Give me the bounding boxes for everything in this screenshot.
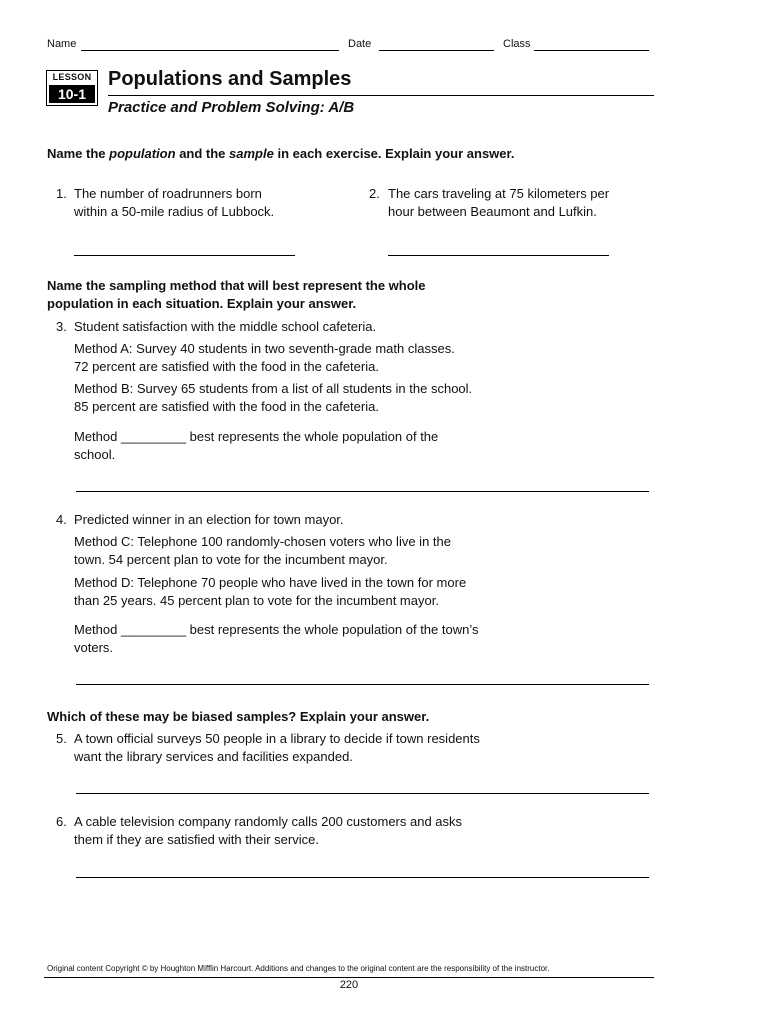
footer-divider [44, 977, 654, 978]
q1-text: The number of roadrunners born within a 50-mile radius of Lubbock. [74, 186, 275, 219]
class-label: Class [503, 38, 531, 50]
q3-answer-prompt: Method _________ best represents the whole population of the school. [74, 429, 439, 462]
name-label: Name [47, 38, 77, 50]
lesson-badge [46, 70, 98, 106]
q2-answer-line[interactable] [388, 255, 609, 256]
section1-instructions: Name the population and the sample in each exercise. Explain your answer. [47, 146, 515, 161]
q4-text: Predicted winner in an election for town mayor. [74, 512, 344, 527]
q2-number: 2. [369, 186, 380, 201]
page-number: 220 [339, 979, 359, 991]
q3-number: 3. [56, 319, 67, 334]
q6-number: 6. [56, 814, 67, 829]
page-subtitle: Practice and Problem Solving: A/B [108, 99, 355, 116]
q1-answer-line[interactable] [74, 255, 295, 256]
section2-instructions: Name the sampling method that will best represent the whole population in each situation. Explain your answer. [47, 278, 426, 311]
q3-text: Student satisfaction with the middle school cafeteria. [74, 319, 377, 334]
q1-number: 1. [56, 186, 67, 201]
q3-method-a: Method A: Survey 40 students in two seventh-grade math classes. 72 percent are satisfied with the food in the cafeteria. [74, 341, 455, 374]
q4-number: 4. [56, 512, 67, 527]
lesson-number: 10-1 [49, 85, 95, 103]
q3-answer-line[interactable] [76, 491, 649, 492]
q5-text: A town official surveys 50 people in a library to decide if town residents want the library services and facilities expanded. [74, 731, 480, 764]
q4-method-c: Method C: Telephone 100 randomly-chosen voters who live in the town. 54 percent plan to vote for the incumbent mayor. [74, 534, 451, 567]
q6-answer-line[interactable] [76, 877, 649, 878]
lesson-word: LESSON [52, 72, 92, 82]
q4-answer-prompt: Method _________ best represents the whole population of the town’s voters. [74, 622, 479, 655]
q6-text: A cable television company randomly calls 200 customers and asks them if they are satisfied with their service. [74, 814, 463, 847]
q4-method-d: Method D: Telephone 70 people who have lived in the town for more than 25 years. 45 percent plan to vote for the incumbent mayor. [74, 575, 467, 608]
class-field[interactable] [534, 50, 649, 51]
page-title: Populations and Samples [108, 68, 352, 90]
student-info-header [47, 38, 650, 54]
q2-text: The cars traveling at 75 kilometers per hour between Beaumont and Lufkin. [388, 186, 610, 219]
sample-emphasis: sample [229, 146, 274, 161]
q5-number: 5. [56, 731, 67, 746]
population-emphasis: population [109, 146, 176, 161]
copyright-notice: Original content Copyright © by Houghton Mifflin Harcourt. Additions and changes to the original content are the responsibility of the instructor. [47, 964, 550, 973]
date-field[interactable] [379, 50, 494, 51]
section3-instructions: Which of these may be biased samples? Explain your answer. [47, 709, 430, 724]
q4-answer-line[interactable] [76, 684, 649, 685]
q5-answer-line[interactable] [76, 793, 649, 794]
q3-method-b: Method B: Survey 65 students from a list of all students in the school. 85 percent are satisfied with the food in the cafeteria. [74, 381, 473, 414]
title-divider [108, 95, 654, 96]
date-label: Date [348, 38, 372, 50]
name-field[interactable] [81, 50, 339, 51]
